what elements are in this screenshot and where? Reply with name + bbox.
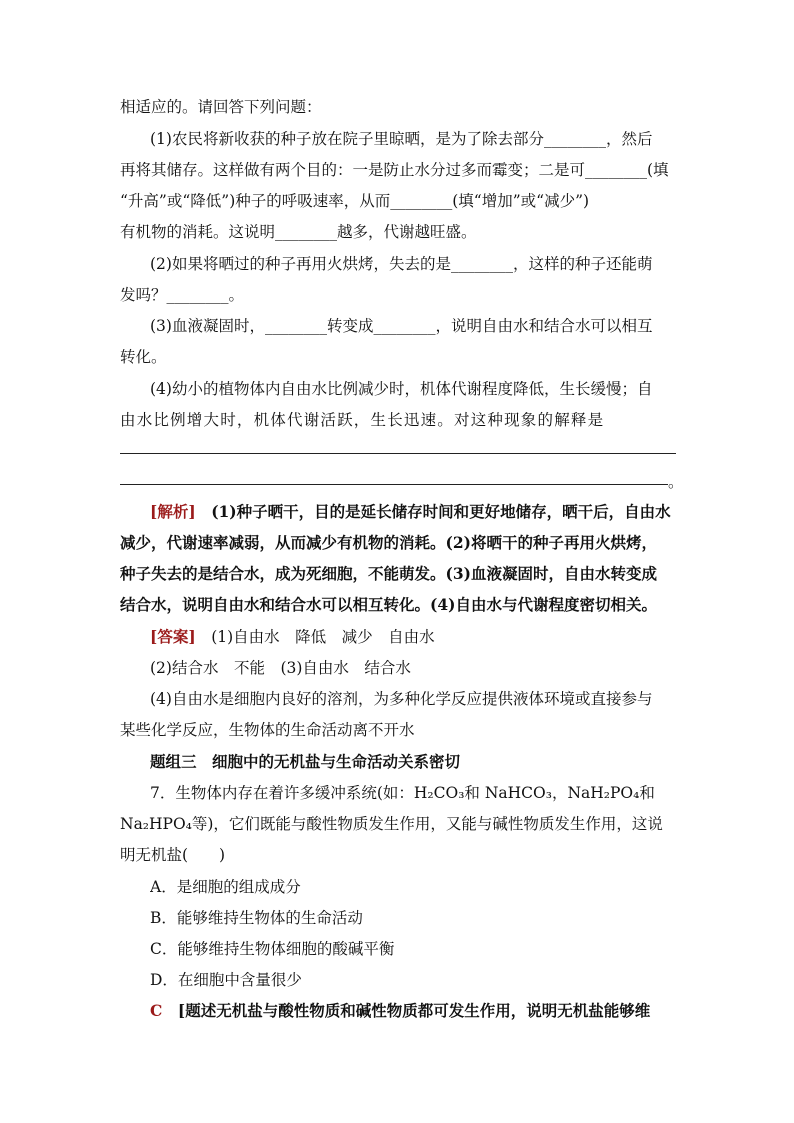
option-a: A．是细胞的组成成分: [150, 878, 301, 896]
answer-line: [答案] (1)自由水 降低 减少 自由水: [150, 627, 435, 646]
text-line: (4)幼小的植物体内自由水比例减少时，机体代谢程度降低，生长缓慢；自: [150, 380, 653, 398]
text-line: 有机物的消耗。这说明________越多，代谢越旺盛。: [120, 223, 477, 241]
text-line: (3)血液凝固时，________转变成________，说明自由水和结合水可以相互: [150, 317, 653, 335]
text-line: 由水比例增大时，机体代谢活跃，生长迅速。对这种现象的解释是: [120, 411, 605, 429]
option-c: C．能够维持生物体细胞的酸碱平衡: [150, 940, 395, 958]
text-line: “升高”或“降低”)种子的呼吸速率，从而________(填“增加”或“减少”): [120, 192, 590, 210]
answer-letter: C: [150, 1001, 163, 1020]
text-line: 转化。: [120, 348, 167, 366]
group-heading: 题组三 细胞中的无机盐与生命活动关系密切: [150, 752, 461, 771]
text-line: 再将其储存。这样做有两个目的：一是防止水分过多而霉变；二是可________(填: [120, 161, 669, 179]
analysis-line: 种子失去的是结合水，成为死细胞，不能萌发。(3)血液凝固时，自由水转变成: [120, 564, 657, 583]
answer-tag: [答案]: [150, 627, 196, 646]
analysis-line: [解析] (1)种子晒干，目的是延长储存时间和更好地储存，晒干后，自由水: [150, 502, 671, 521]
q7-answer-line: [150, 1001, 675, 1021]
answer-line: 某些化学反应，生物体的生命活动离不开水: [120, 721, 415, 739]
answer-line: (2)结合水 不能 (3)自由水 结合水: [150, 659, 411, 677]
answer-line: (4)自由水是细胞内良好的溶剂，为多种化学反应提供液体环境或直接参与: [150, 690, 653, 708]
q7-explanation: [题述无机盐与酸性物质和碱性物质都可发生作用，说明无机盐能够维: [177, 1001, 651, 1020]
answer-blank-line: [120, 453, 676, 454]
q7-stem-line: Na₂HPO₄等)，它们既能与酸性物质发生作用，又能与碱性物质发生作用，这说: [120, 815, 663, 833]
text-line: 。: [668, 473, 684, 491]
text-line: (2)如果将晒过的种子再用火烘烤，失去的是________，这样的种子还能萌: [150, 255, 653, 273]
answer-blank-line: [120, 484, 668, 485]
q7-stem-line: 明无机盐( ): [120, 846, 226, 864]
text-line: (1)农民将新收获的种子放在院子里晾晒，是为了除去部分________，然后: [150, 130, 653, 148]
q7-stem-line: 7．生物体内存在着许多缓冲系统(如：H₂CO₃和 NaHCO₃，NaH₂PO₄和: [150, 784, 655, 802]
text-line: 相适应的。请回答下列问题：: [120, 98, 322, 116]
analysis-line: 结合水，说明自由水和结合水可以相互转化。(4)自由水与代谢程度密切相关。: [120, 595, 657, 614]
analysis-tag: [解析]: [150, 502, 196, 521]
option-b: B．能够维持生物体的生命活动: [150, 909, 363, 927]
analysis-line: 减少，代谢速率减弱，从而减少有机物的消耗。(2)将晒干的种子再用火烘烤，: [120, 533, 657, 552]
option-d: D．在细胞中含量很少: [150, 971, 302, 989]
text-line: 发吗？________。: [120, 286, 245, 304]
